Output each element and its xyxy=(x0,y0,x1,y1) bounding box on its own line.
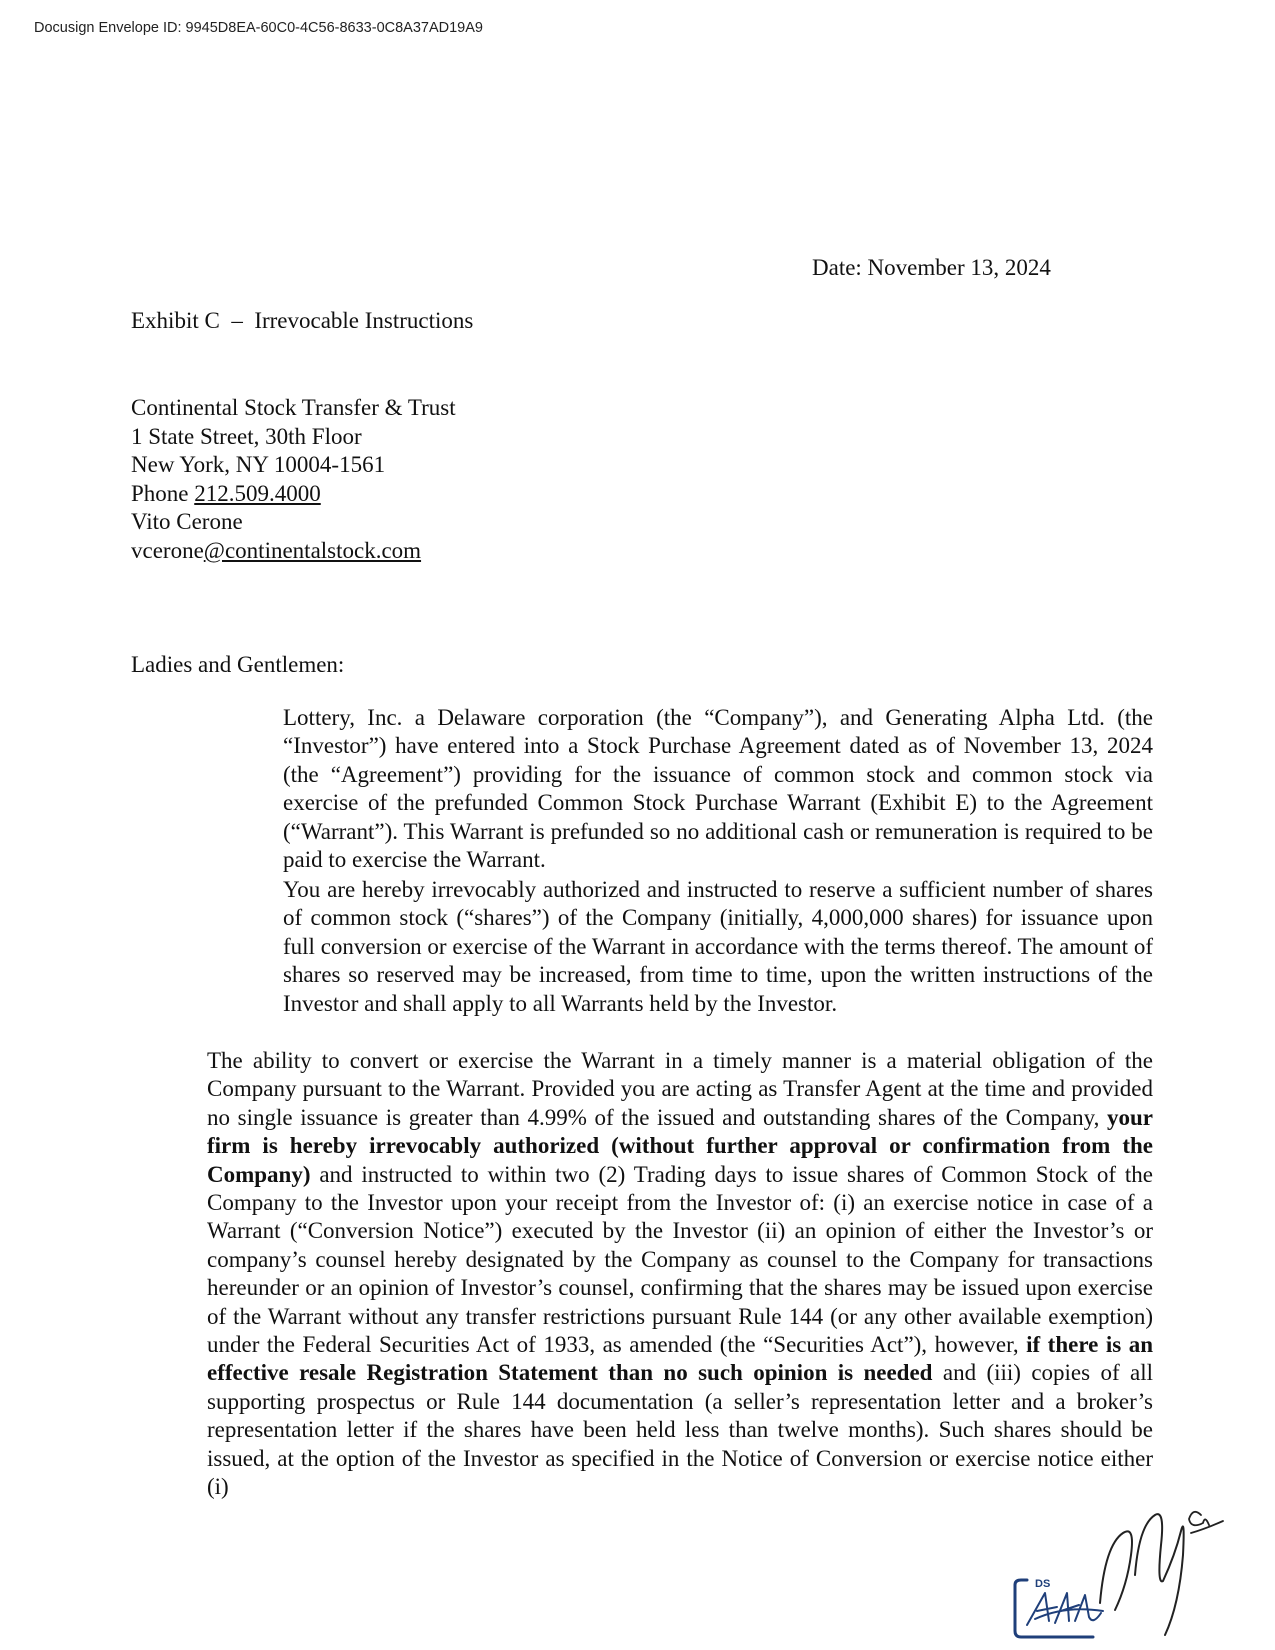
phone-link[interactable]: 212.509.4000 xyxy=(194,480,321,506)
para3-part-c: and instructed to within two (2) Trading days to issue shares of Common Stock of the Company to the Investor upon your receipt from the Investor of: (i) an exercise notice in case of a Warrant (“Conversion Notice”) executed by the Investor (ii) an opinion of either the Investor’s or company’s counsel hereby designated by the Company as counsel to the Company for transactions hereunder or an opinion of Investor’s counsel, confirming that the shares may be issued upon exercise of the Warrant without any transfer restrictions pursuant Rule 144 (or any other available exemption) under the Federal Securities Act of 1933, as amended (the “Securities Act”), however, xyxy=(207,1161,1153,1358)
initials-area xyxy=(1005,1485,1265,1645)
initials-signature-icon xyxy=(1005,1485,1265,1645)
exhibit-label: Exhibit C xyxy=(131,308,220,333)
email-link[interactable]: @continentalstock.com xyxy=(203,537,422,563)
paragraph-2-text: You are hereby irrevocably authorized and instructed to reserve a sufficient number of shares of common stock (“shares”) of the Company (initially, 4,000,000 shares) for issuance upon full conversion or exercise of the Warrant in accordance with the terms thereof. The amount of shares so reserved may be increased, from time to time, upon the written instructions of the Investor and shall apply to all Warrants held by the Investor. xyxy=(283,877,1153,1016)
para3-part-a: The ability to convert or exercise the Warrant in a timely manner is a material obligation of the Company pursuant to the Warrant. Provided you are acting as Transfer Agent at the time and provided no single issuance is greater than 4.99% of the issued and outstanding shares of the Company, xyxy=(207,1048,1153,1130)
address-contact: Vito Cerone xyxy=(131,509,243,535)
paragraph-2 xyxy=(131,876,1153,1018)
docusign-envelope-id: Docusign Envelope ID: 9945D8EA-60C0-4C56-8633-0C8A37AD19A9 xyxy=(34,20,483,36)
paragraph-3 xyxy=(131,1047,1153,1502)
address-company: Continental Stock Transfer & Trust xyxy=(131,395,456,420)
paragraph-3-text xyxy=(131,1047,1153,1502)
address-phone-line xyxy=(131,480,456,509)
exhibit-heading xyxy=(131,308,473,334)
para3-part-e: and (iii) copies of all supporting prospectus or Rule 144 documentation (a seller’s representation letter and a broker’s representation letter if the shares have been held less than twelve months). Such shares should be issued, at the option of the Investor as specified in the Notice of Conversion or exercise notice either (i) xyxy=(207,1360,1154,1500)
para3-bold-authorization: your firm is hereby irrevocably authorized (without further approval or confirmation from the Company) xyxy=(207,1104,1153,1187)
paragraph-1 xyxy=(131,704,1153,874)
address-city: New York, NY 10004-1561 xyxy=(131,452,386,478)
salutation: Ladies and Gentlemen: xyxy=(131,652,345,677)
ds-label: DS xyxy=(1035,1578,1051,1590)
para3-bold-registration: if there is an effective resale Registration Statement than no such opinion is needed xyxy=(207,1332,1154,1386)
exhibit-dash: – xyxy=(231,308,243,333)
letter-date: Date: November 13, 2024 xyxy=(812,255,1051,280)
email-user: vcerone xyxy=(131,537,204,563)
address-email-line xyxy=(131,537,456,566)
phone-label: Phone xyxy=(131,480,195,506)
recipient-address xyxy=(131,394,456,566)
exhibit-title: Irrevocable Instructions xyxy=(254,308,474,333)
address-street: 1 State Street, 30th Floor xyxy=(131,423,362,449)
paragraph-1-text: Lottery, Inc. a Delaware corporation (the “Company”), and Generating Alpha Ltd. (the “Investor”) have entered into a Stock Purchase Agreement dated as of November 13, 2024 (the “Agreement”) providing for the issuance of common stock and common stock via exercise of the prefunded Common Stock Purchase Warrant (Exhibit E) to the Agreement (“Warrant”). This Warrant is prefunded so no additional cash or remuneration is required to be paid to exercise the Warrant. xyxy=(283,705,1153,873)
